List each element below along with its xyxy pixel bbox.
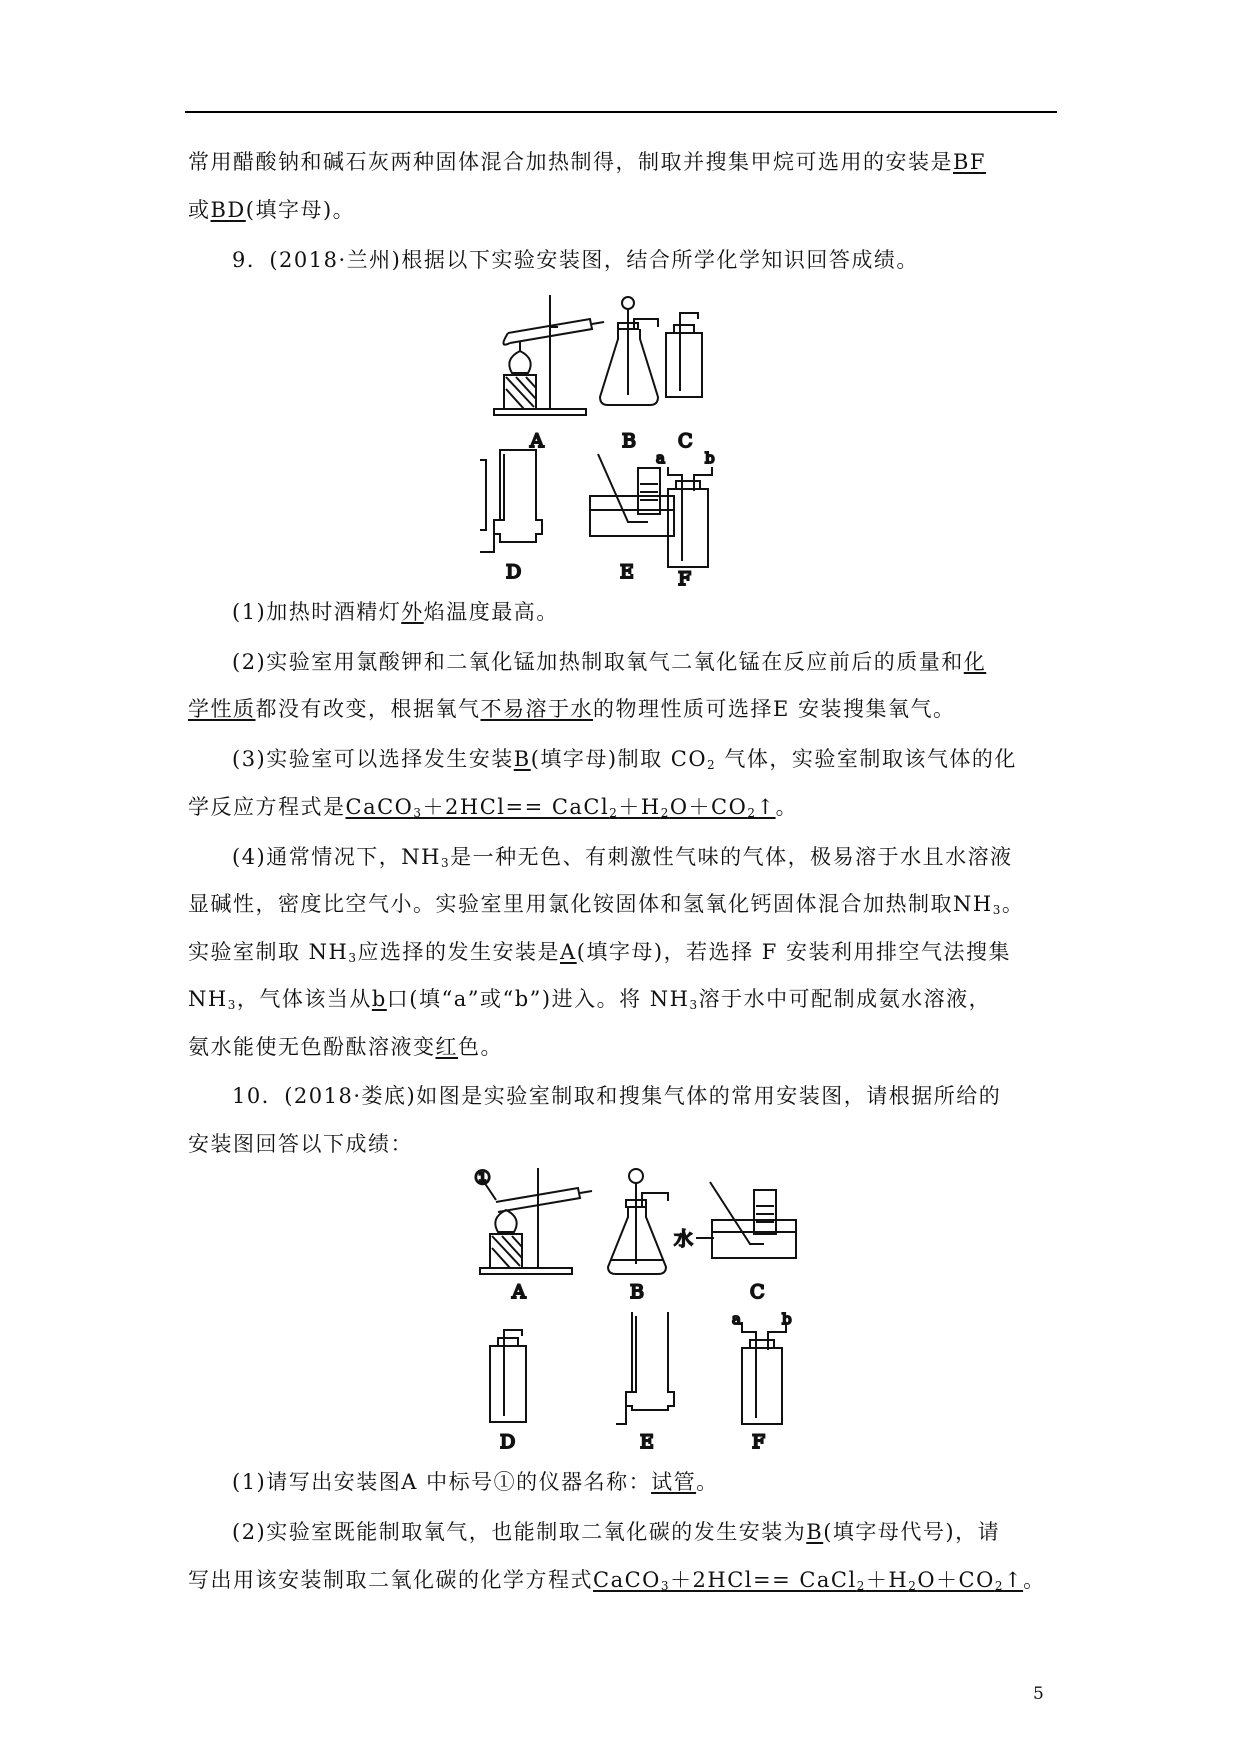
q9-part-1: (1)加热时酒精灯外焰温度最高。	[232, 600, 559, 624]
label-a: A	[512, 1281, 526, 1300]
label-e: E	[640, 1431, 654, 1450]
header-rule	[185, 111, 1057, 113]
q9-part-4-line-5: 氨水能使无色酚酞溶液变红色。	[188, 1035, 503, 1059]
port-a: a	[732, 1310, 741, 1328]
label-e: E	[620, 561, 634, 583]
label-d: D	[506, 561, 522, 583]
label-c: C	[750, 1281, 765, 1300]
page-number: 5	[1033, 1684, 1044, 1704]
equation: CaCO$_3$＋2HCl== $CaCl_2+H_2O+CO_2↑$	[593, 1568, 1024, 1593]
q9-apparatus-de	[440, 448, 680, 588]
label-d: D	[500, 1431, 516, 1450]
label-c: C	[678, 430, 693, 452]
q8-line-2: 或BD(填字母)。	[188, 198, 356, 222]
q9-part-2-line-1: (2)实验室用氯酸钾和二氧化锰加热制取氧气二氧化锰在反应前后的质量和化	[232, 650, 987, 674]
q9-stem: 9．(2018·兰州)根据以下实验安装图，结合所学化学知识回答成绩。	[232, 248, 919, 272]
q9-part-4-line-2: 显碱性，密度比空气小。实验室里用氯化铵固体和氢氧化钙固体混合加热制取$NH_3$。	[188, 892, 1025, 917]
answer-blank: BF	[953, 150, 987, 174]
q9-part-3-line-1: (3)实验室可以选择发生安装B(填字母)制取 $CO_2$ 气体，实验室制取该气体的化	[232, 747, 1017, 772]
q8-line-1: 常用醋酸钠和碱石灰两种固体混合加热制得，制取并搜集甲烷可选用的安装是BF	[188, 150, 987, 174]
q10-stem-line-2: 安装图回答以下成绩：	[188, 1132, 413, 1156]
q9-part-3-line-2: 学反应方程式是CaCO$_3$＋2HCl== $CaCl_2+H_2O+CO_2↑$。	[188, 795, 799, 820]
q10-part-2-line-2: 写出用该安装制取二氧化碳的化学方程式CaCO$_3$＋2HCl== $CaCl_2+H_2O+CO_2↑$。	[188, 1568, 1046, 1593]
water-label: 水	[674, 1228, 694, 1250]
q9-part-4-line-1: (4)通常情况下，$NH_3$是一种无色、有刺激性气味的气体，极易溶于水且水溶液	[232, 845, 1013, 870]
q10-apparatus-figure-bottom	[470, 1310, 820, 1450]
label-f: F	[678, 568, 692, 590]
q9-part-4-line-4: $NH_3$，气体该当从b口(填“a”或“b”)进入。将 $NH_3$溶于水中可配制成氨水溶液，	[188, 987, 992, 1012]
label-b: B	[630, 1281, 644, 1300]
port-a: a	[656, 449, 665, 467]
q10-part-2-line-1: (2)实验室既能制取氧气，也能制取二氧化碳的发生安装为B(填字母代号)，请	[232, 1520, 1001, 1544]
answer-blank: BD	[210, 198, 246, 222]
q10-stem-line-1: 10．(2018·娄底)如图是实验室制取和搜集气体的常用安装图，请根据所给的	[232, 1084, 1002, 1108]
q9-part-4-line-3: 实验室制取 $NH_3$应选择的发生安装是A(填字母)，若选择 F 安装利用排空气法搜集	[188, 940, 1011, 965]
q10-part-1: (1)请写出安装图A 中标号①的仪器名称：试管。	[232, 1470, 719, 1494]
q9-part-2-line-2: 学性质都没有改变，根据氧气不易溶于水的物理性质可选择E 安装搜集氧气。	[188, 697, 956, 721]
port-b: b	[705, 449, 715, 467]
q10-apparatus-figure-top	[470, 1168, 820, 1300]
label-f: F	[752, 1431, 766, 1450]
label-b: B	[622, 430, 636, 452]
label-a: A	[530, 430, 544, 452]
marker-1: ①	[474, 1168, 492, 1189]
equation: CaCO$_3$＋2HCl== $CaCl_2+H_2O+CO_2↑$	[345, 795, 776, 820]
port-b: b	[782, 1310, 792, 1328]
